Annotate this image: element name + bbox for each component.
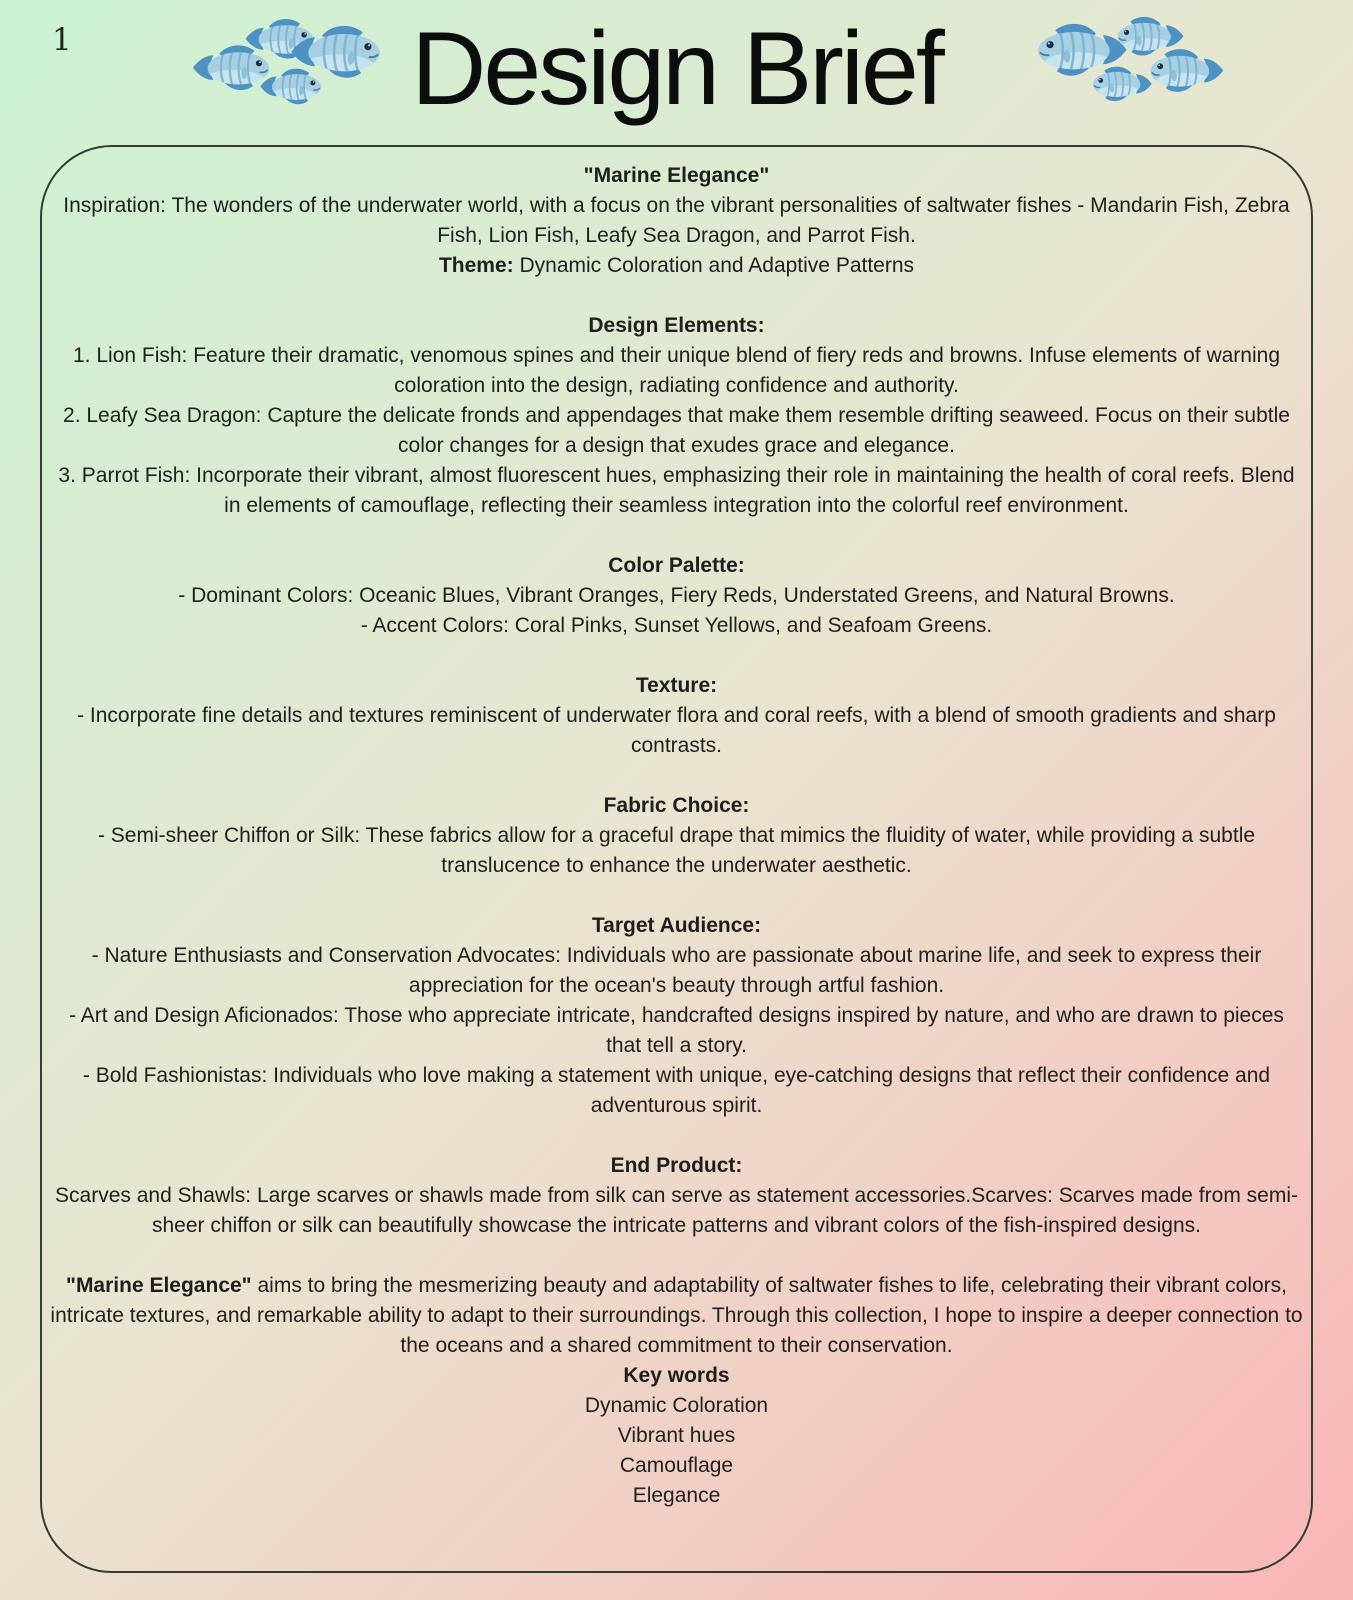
color-palette-item: - Accent Colors: Coral Pinks, Sunset Yellows, and Seafoam Greens. (360, 614, 993, 637)
section-texture (50, 671, 1303, 761)
page-number: 1 (52, 22, 72, 58)
fish-icon (1086, 64, 1154, 104)
closing-text: aims to bring the mesmerizing beauty and adaptability of saltwater fishes to life, celebrating their vibrant colors, intricate textures, and remarkable ability to adapt to their surroundings. Through this collection, I hope to inspire a deeper connection to the oceans and a shared commitment to their conservation. (50, 1274, 1303, 1357)
keyword-item: Camouflage (619, 1454, 734, 1477)
inspiration-text: Inspiration: The wonders of the underwater world, with a focus on the vibrant personalities of saltwater fishes - Mandarin Fish, Zebra Fish, Lion Fish, Leafy Sea Dragon, and Parrot Fish. (63, 194, 1290, 247)
section-heading: Fabric Choice: (603, 794, 750, 817)
target-audience-item: - Art and Design Aficionados: Those who appreciate intricate, handcrafted designs inspired by nature, and who are drawn to pieces that tell a story. (69, 1004, 1284, 1057)
design-element-item: 2. Leafy Sea Dragon: Capture the delicate fronds and appendages that make them resemble drifting seaweed. Focus on their subtle color changes for a design that exudes grace and elegance. (63, 404, 1290, 457)
target-audience-item: - Bold Fashionistas: Individuals who love making a statement with unique, eye-catching designs that reflect their confidence and adventurous spirit. (82, 1064, 1271, 1117)
theme-text: Dynamic Coloration and Adaptive Patterns (513, 254, 915, 277)
keyword-item: Elegance (632, 1484, 721, 1507)
theme-line (50, 251, 1303, 281)
section-closing (50, 1271, 1303, 1511)
theme-label: Theme: (438, 254, 514, 277)
brief-card (40, 145, 1313, 1573)
fish-icon (258, 66, 328, 107)
section-target-audience (50, 911, 1303, 1121)
page-title: Design Brief (411, 11, 942, 127)
design-element-item: 1. Lion Fish: Feature their dramatic, venomous spines and their unique blend of fiery reds and browns. Infuse elements of warning coloration into the design, radiating confidence and authority. (73, 344, 1280, 397)
fish-icon (1142, 46, 1226, 95)
section-heading: Texture: (635, 674, 718, 697)
keywords-heading: Key words (623, 1364, 730, 1387)
target-audience-item: - Nature Enthusiasts and Conservation Advocates: Individuals who are passionate about marine life, and seek to express their appreciation for the ocean's beauty through artful fashion. (91, 944, 1262, 997)
section-overview (50, 161, 1303, 281)
fabric-choice-item: - Semi-sheer Chiffon or Silk: These fabrics allow for a graceful drape that mimics the fluidity of water, while providing a subtle translucence to enhance the underwater aesthetic. (97, 824, 1256, 877)
section-heading: Design Elements: (588, 314, 765, 337)
section-design-elements (50, 311, 1303, 521)
closing-lead: "Marine Elegance" (65, 1274, 252, 1297)
section-heading: End Product: (610, 1154, 743, 1177)
section-fabric-choice (50, 791, 1303, 881)
texture-item: - Incorporate fine details and textures reminiscent of underwater flora and coral reefs, with a blend of smooth gradients and sharp contrasts. (77, 704, 1276, 757)
section-heading: Target Audience: (591, 914, 762, 937)
design-element-item: 3. Parrot Fish: Incorporate their vibrant, almost fluorescent hues, emphasizing their role in maintaining the health of coral reefs. Blend in elements of camouflage, reflecting their seamless integration into the colorful reef environment. (58, 464, 1295, 517)
keyword-item: Dynamic Coloration (584, 1394, 769, 1417)
keyword-item: Vibrant hues (617, 1424, 736, 1447)
end-product-item: Scarves and Shawls: Large scarves or shawls made from silk can serve as statement accessories.Scarves: Scarves made from semi-sheer chiffon or silk can beautifully showcase the intricate patterns and vibrant colors of the fish-inspired designs. (55, 1184, 1298, 1237)
section-color-palette (50, 551, 1303, 641)
section-heading: Color Palette: (608, 554, 745, 577)
section-end-product (50, 1151, 1303, 1241)
brief-title: "Marine Elegance" (583, 164, 770, 187)
closing-paragraph (50, 1271, 1303, 1361)
color-palette-item: - Dominant Colors: Oceanic Blues, Vibrant Oranges, Fiery Reds, Understated Greens, and Natural Browns. (178, 584, 1175, 607)
